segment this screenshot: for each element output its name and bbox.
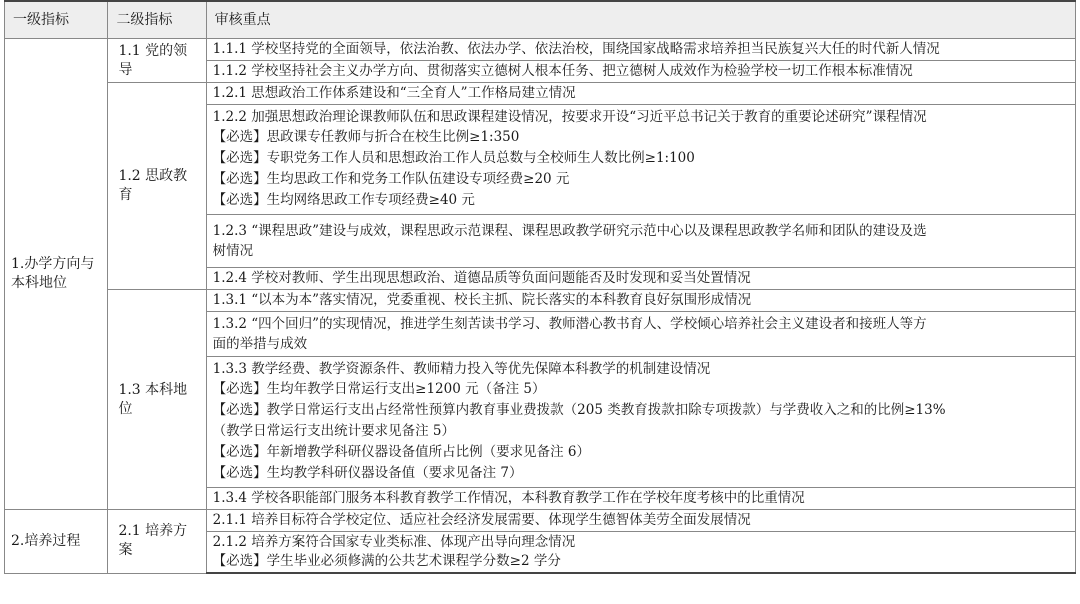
focus-cell [206,510,1075,532]
level2-cell: 1.3 本科地位 [108,290,206,510]
table-row [5,290,1076,312]
focus-cell [206,488,1075,510]
focus-line: （教学日常运行支出统计要求见备注 5） [212,423,456,439]
level1-label-line: 本科地位 [11,275,67,291]
level1-label-line: 2.培养过程 [11,532,81,549]
focus-cell [206,39,1075,61]
focus-line: 1.3.3 教学经费、教学资源条件、教师精力投入等优先保障本科教学的机制建设情况 [212,361,711,377]
focus-line: 【必选】生均教学科研仪器设备值（要求见备注 7） [212,465,523,481]
focus-line: 2.1.2 培养方案符合国家专业类标准、体现产出导向理念情况 [212,534,576,550]
focus-line: 【必选】年新增教学科研仪器设备值所占比例（要求见备注 6） [212,444,591,460]
table-header-row [5,1,1076,39]
focus-line: 【必选】生均思政工作和党务工作队伍建设专项经费≥20 元 [212,171,570,187]
level2-cell: 1.1 党的领导 [108,39,206,83]
focus-cell [206,268,1075,290]
table-row [5,39,1076,61]
focus-line: 【必选】思政课专任教师与折合在校生比例≥1:350 [212,129,520,145]
focus-line: 【必选】生均年教学日常运行支出≥1200 元（备注 5） [212,381,546,397]
focus-line: 【必选】教学日常运行支出占经常性预算内教育事业费拨款（205 类教育拨款扣除专项拨款）与学费收入之和的比例≥13% [212,402,946,418]
level2-cell: 2.1 培养方案 [108,510,206,574]
focus-cell [206,312,1075,357]
focus-line: 1.2.4 学校对教师、学生出现思想政治、道德品质等负面问题能否及时发现和妥当处置情况 [212,270,751,286]
table-row [5,83,1076,105]
focus-line: 面的举措与成效 [212,336,308,352]
focus-line: 1.3.4 学校各职能部门服务本科教育教学工作情况，本科教育教学工作在学校年度考核中的比重情况 [212,490,805,506]
focus-line: 【必选】生均网络思政工作专项经费≥40 元 [212,192,475,208]
focus-line: 1.1.2 学校坚持社会主义办学方向、贯彻落实立德树人根本任务、把立德树人成效作为检验学校一切工作根本标准情况 [212,63,913,79]
focus-line: 1.1.1 学校坚持党的全面领导，依法治教、依法办学、依法治校，围绕国家战略需求培养担当民族复兴大任的时代新人情况 [212,41,940,57]
focus-line: 【必选】学生毕业必须修满的公共艺术课程学分数≥2 学分 [212,553,561,569]
audit-indicator-table [4,0,1076,574]
focus-line: 1.2.3 “课程思政”建设与成效，课程思政示范课程、课程思政教学研究示范中心以及课程思政教学名师和团队的建设及选 [212,223,927,239]
focus-line: 1.3.2 “四个回归”的实现情况，推进学生刻苦读书学习、教师潜心教书育人、学校倾心培养社会主义建设者和接班人等方 [212,316,927,332]
focus-line: 1.2.1 思想政治工作体系建设和“三全育人”工作格局建立情况 [212,85,576,101]
level1-label-line: 1.办学方向与 [11,256,95,272]
level2-cell: 1.2 思政教育 [108,83,206,290]
focus-cell [206,83,1075,105]
focus-line: 1.3.1 “以本为本”落实情况，党委重视、校长主抓、院长落实的本科教育良好氛围形成情况 [212,292,752,308]
header-level2: 二级指标 [108,1,206,39]
focus-cell [206,357,1075,488]
header-level1: 一级指标 [5,1,108,39]
focus-line: 【必选】专职党务工作人员和思想政治工作人员总数与全校师生人数比例≥1:100 [212,150,695,166]
focus-line: 2.1.1 培养目标符合学校定位、适应社会经济发展需要、体现学生德智体美劳全面发展情况 [212,512,751,528]
focus-line: 1.2.2 加强思想政治理论课教师队伍和思政课程建设情况，按要求开设“习近平总书记关于教育的重要论述研究”课程情况 [212,109,927,125]
focus-cell [206,532,1075,574]
focus-cell [206,61,1075,83]
level1-cell [5,39,108,510]
header-focus: 审核重点 [206,1,1075,39]
focus-cell [206,290,1075,312]
level1-cell [5,510,108,574]
focus-cell [206,105,1075,215]
table-row [5,510,1076,532]
focus-line: 树情况 [212,243,254,259]
focus-cell [206,215,1075,268]
